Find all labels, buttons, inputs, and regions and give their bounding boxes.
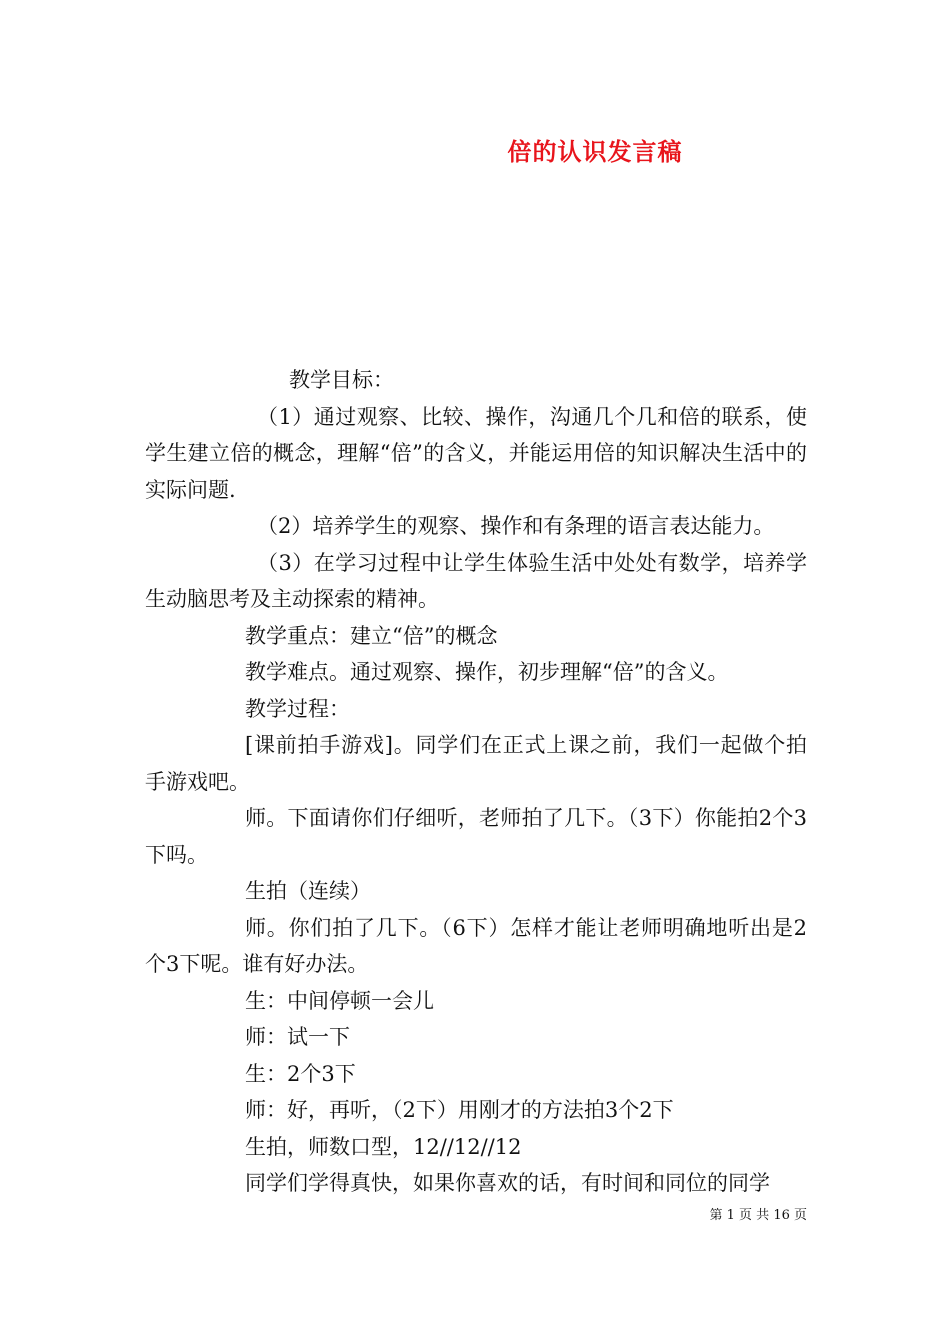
- paragraph-process-heading: 教学过程：: [245, 696, 350, 721]
- paragraph-objective-3: （3）在学习过程中让学生体验生活中处处有数学，培养学生动脑思考及主动探索的精神。: [145, 550, 807, 611]
- paragraph-teacher-3: 师：试一下: [245, 1025, 350, 1049]
- paragraph-clapping-game: [课前拍手游戏]。同学们在正式上课之前，我们一起做个拍手游戏吧。: [145, 733, 807, 794]
- paragraph-student-2: 生：中间停顿一会儿: [245, 988, 434, 1013]
- document-title: 倍的认识发言稿: [507, 137, 683, 166]
- paragraph-student-1: 生拍（连续）: [245, 879, 371, 903]
- document-body: [145, 362, 807, 1202]
- paragraph-student-4: 生拍，师数口型，12//12//12: [245, 1134, 522, 1159]
- paragraph-teacher-2: 师。你们拍了几下。（6下）怎样才能让老师明确地听出是2个3下呢。谁有好办法。: [145, 915, 807, 976]
- paragraph-key-point: 教学重点：建立“倍”的概念: [245, 623, 498, 648]
- paragraph-difficulty: 教学难点。通过观察、操作，初步理解“倍”的含义。: [245, 660, 729, 684]
- paragraph-objectives-heading: 教学目标：: [289, 368, 394, 392]
- document-title-container: [0, 132, 950, 167]
- paragraph-objective-1: （1）通过观察、比较、操作，沟通几个几和倍的联系，使学生建立倍的概念，理解“倍”的含义，并能运用倍的知识解决生活中的实际问题.: [145, 404, 807, 502]
- paragraph-teacher-4: 师：好，再听，（2下）用刚才的方法拍3个2下: [245, 1098, 674, 1122]
- paragraph-objective-2: （2）培养学生的观察、操作和有条理的语言表达能力。: [257, 514, 775, 538]
- paragraph-closing: 同学们学得真快，如果你喜欢的话，有时间和同位的同学: [245, 1171, 770, 1195]
- paragraph-teacher-1: 师。下面请你们仔细听，老师拍了几下。（3下）你能拍2个3下吗。: [145, 806, 807, 867]
- page-footer: 第 1 页 共 16 页: [709, 1208, 807, 1223]
- paragraph-student-3: 生：2个3下: [245, 1061, 356, 1086]
